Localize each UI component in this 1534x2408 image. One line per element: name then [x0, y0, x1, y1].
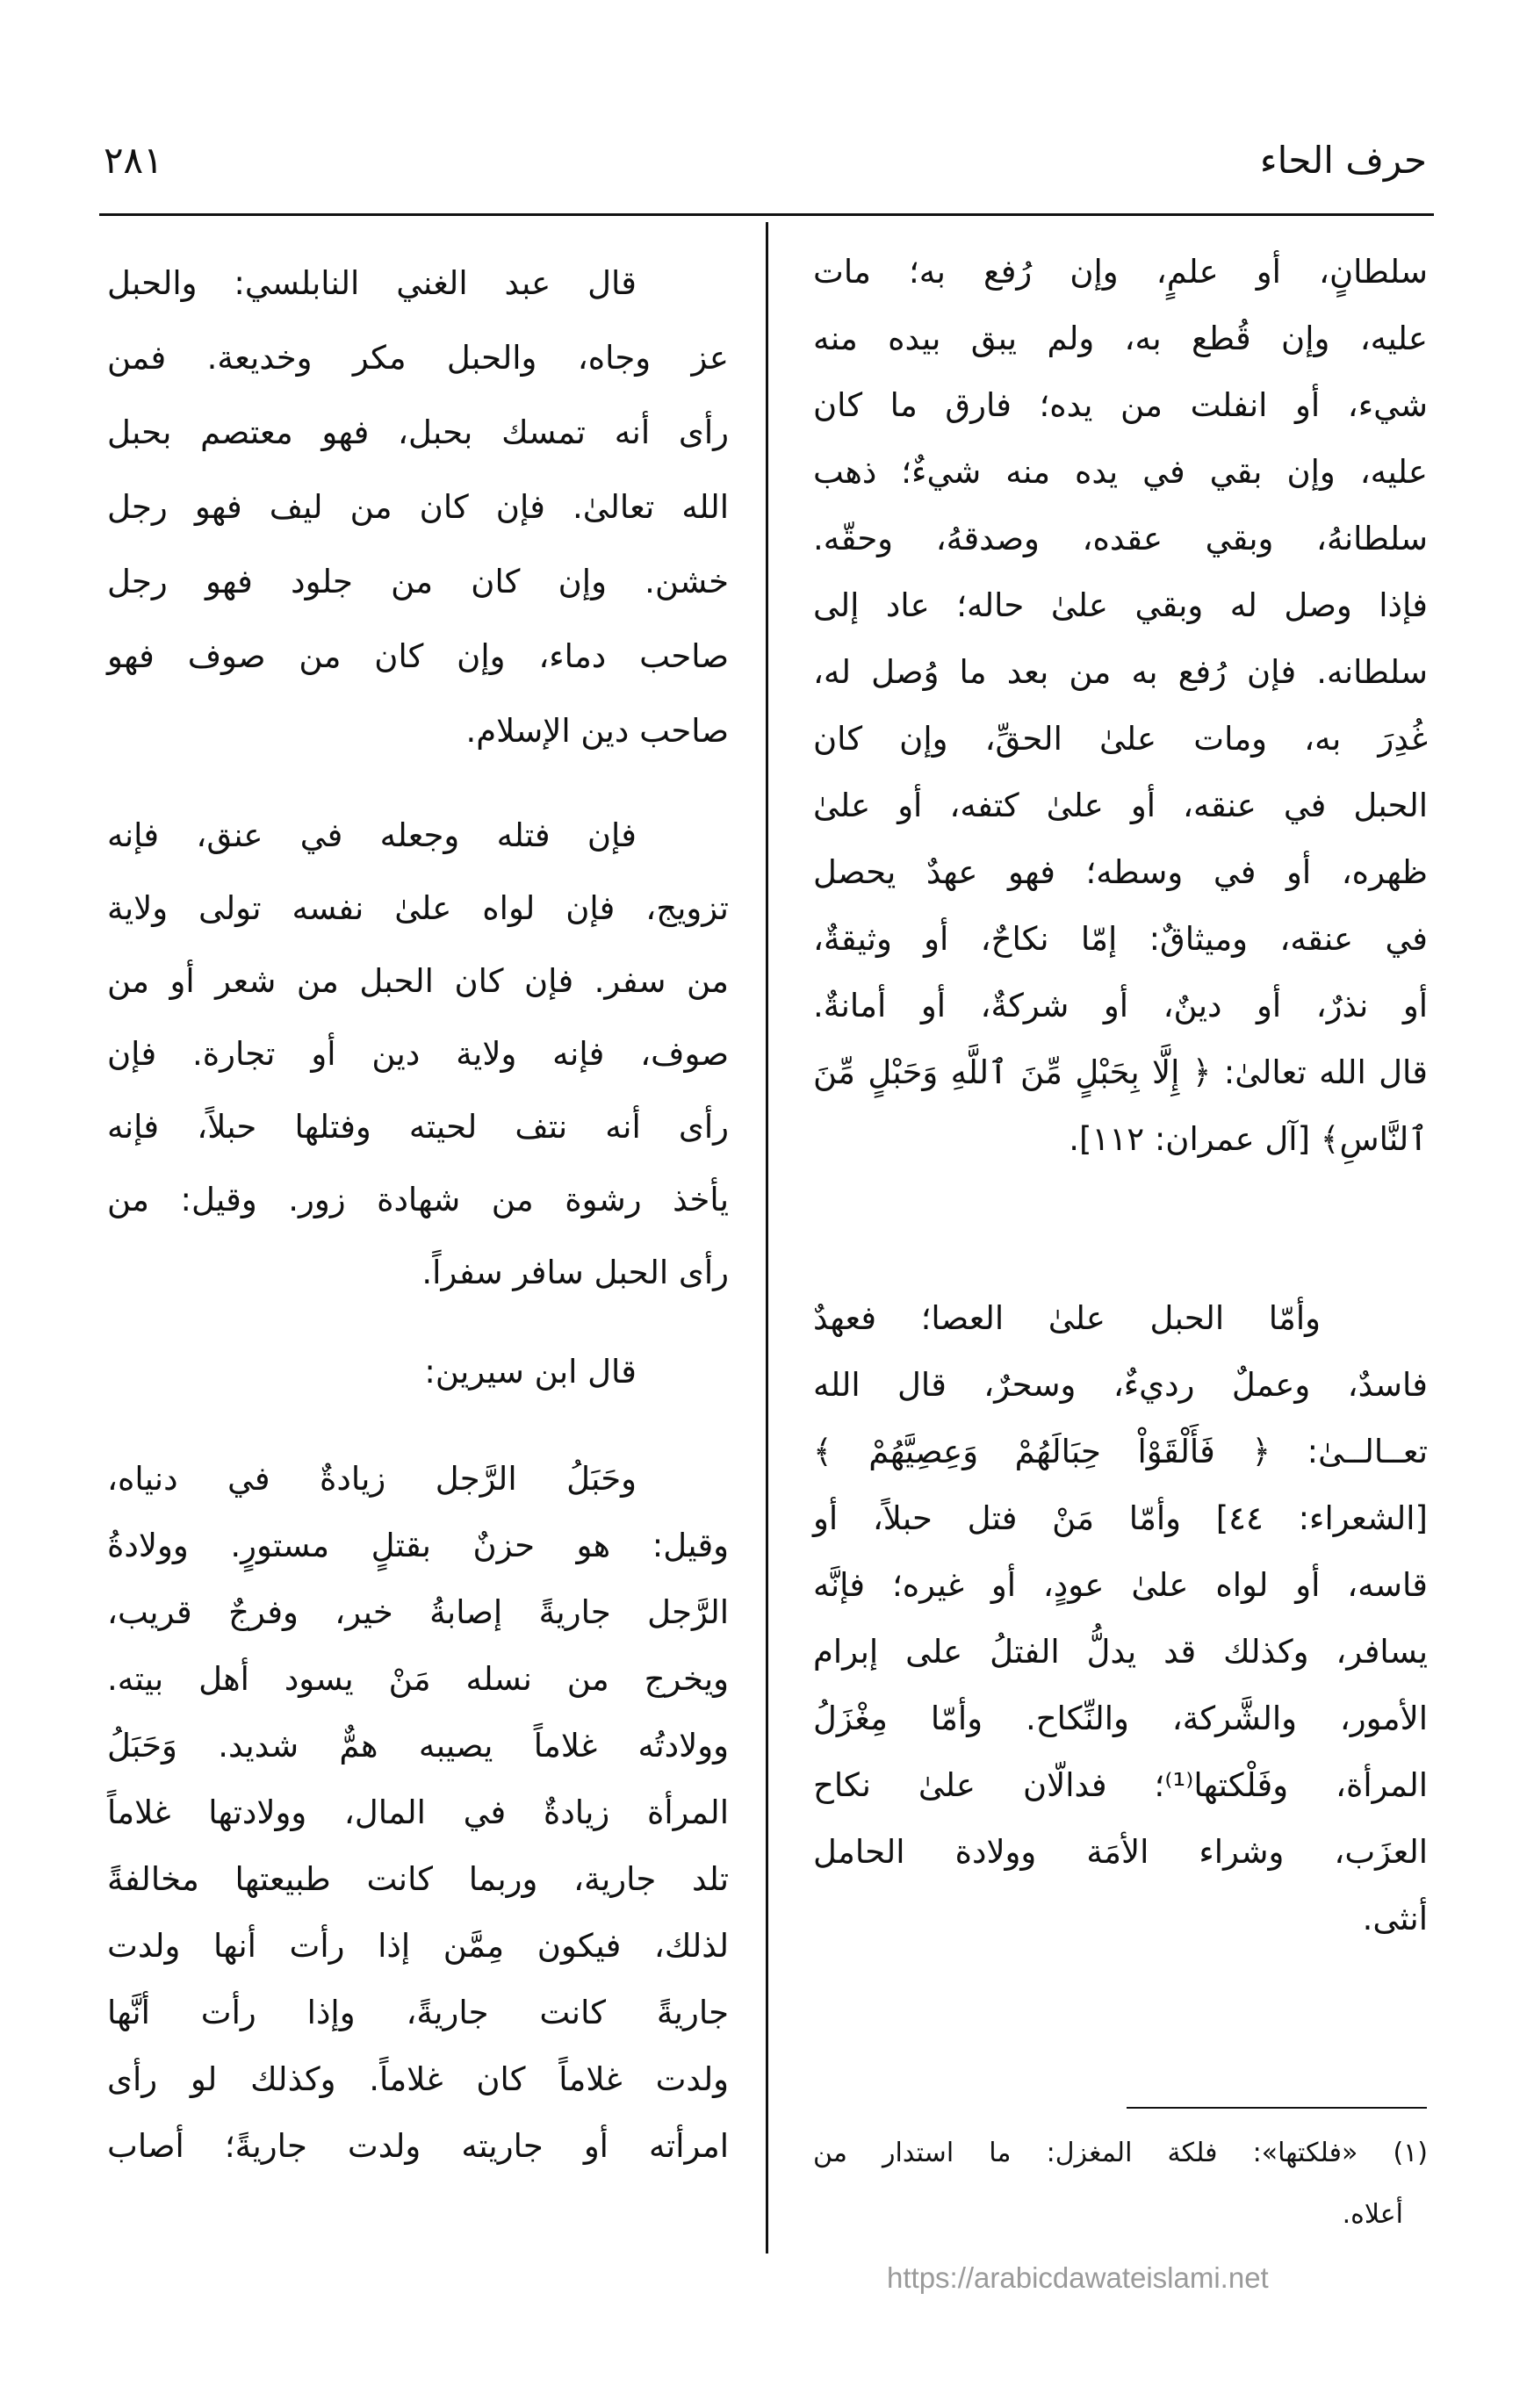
- text-line: قال عبد الغني النابلسي: والحبل: [107, 264, 637, 302]
- footnote-rule: [1127, 2107, 1427, 2109]
- footnote-line: أعلاه.: [1342, 2199, 1403, 2230]
- text-line: في عنقه، وميثاقٌ: إمّا نكاحٌ، أو وثيقةٌ،: [813, 920, 1428, 958]
- text-line: تلد جارية، وربما كانت طبيعتها مخالفةً: [107, 1860, 729, 1898]
- column-divider: [766, 222, 768, 2253]
- text-line: امرأته أو جاريته ولدت جاريةً؛ أصاب: [107, 2127, 729, 2165]
- text-line: سلطانٍ، أو علمٍ، وإن رُفع به؛ مات: [813, 253, 1428, 291]
- text-line: عز وجاه، والحبل مكر وخديعة. فمن: [107, 339, 729, 377]
- text-line: رأى الحبل سافر سفراً.: [421, 1254, 729, 1291]
- text-line: ظهره، أو في وسطه؛ فهو عهدٌ يحصل: [813, 853, 1428, 891]
- page-number: ٢٨١: [104, 139, 163, 182]
- text-line: ولدت غلاماً كان غلاماً. وكذلك لو رأى: [107, 2060, 729, 2098]
- text-line: عليه، وإن قُطع به، ولم يبق بيده منه: [813, 320, 1428, 357]
- watermark-url: https://arabicdawateislami.net: [887, 2261, 1269, 2294]
- text-line: [الشعراء: ٤٤] وأمّا مَنْ فتل حبلاً، أو: [813, 1499, 1428, 1537]
- quran-verse-line: تعــالــىٰ: ﴿ فَأَلْقَوْاْ حِبَالَهُمْ وَعِصِيَّهُمْ ﴾: [813, 1433, 1428, 1470]
- text-line: صوف، فإنه ولاية دين أو تجارة. فإن: [107, 1035, 729, 1073]
- text-line: فإن فتله وجعله في عنق، فإنه: [107, 816, 637, 854]
- text-line: ويخرج من نسله مَنْ يسود أهل بيته.: [107, 1660, 729, 1698]
- text-line: الأمور، والشَّركة، والنِّكاح. وأمّا مِغْزَلُ: [813, 1700, 1428, 1737]
- text-line: من سفر. فإن كان الحبل من شعر أو من: [107, 962, 729, 1000]
- quran-verse-line: قال الله تعالىٰ: ﴿ إِلَّا بِحَبْلٍ مِّنَ ٱللَّهِ وَحَبْلٍ مِّنَ: [813, 1053, 1428, 1091]
- text-line: خشن. وإن كان من جلود فهو رجل: [107, 563, 729, 600]
- text-line: الحبل في عنقه، أو علىٰ كتفه، أو علىٰ: [813, 787, 1428, 824]
- text-line: المرأة، وفَلْكتها⁽¹⁾؛ فدالّان علىٰ نكاح: [813, 1766, 1428, 1804]
- text-line: يأخذ رشوة من شهادة زور. وقيل: من: [107, 1181, 729, 1218]
- text-line: أو نذرٌ، أو دينٌ، أو شركةٌ، أو أمانةٌ.: [813, 987, 1428, 1024]
- text-line: غُدِرَ به، ومات علىٰ الحقِّ، وإن كان: [813, 720, 1428, 758]
- text-line: عليه، وإن بقي في يده منه شيءٌ؛ ذهب: [813, 453, 1428, 491]
- text-line: يسافر، وكذلك قد يدلُّ الفتلُ على إبرام: [813, 1633, 1428, 1671]
- running-header-title: حرف الحاء: [1259, 139, 1427, 182]
- text-line: وحَبَلُ الرَّجل زيادةٌ في دنياه،: [107, 1460, 637, 1498]
- text-line: قاسه، أو لواه علىٰ عودٍ، أو غيره؛ فإنَّه: [813, 1566, 1428, 1604]
- text-line: سلطانهُ، وبقي عقده، وصدقهُ، وحقّه.: [813, 520, 1428, 557]
- text-line: صاحب دماء، وإن كان من صوف فهو: [107, 637, 729, 675]
- quran-verse-line: ٱلنَّاسِ﴾ [آل عمران: ١١٢].: [1069, 1120, 1428, 1158]
- text-line: رأى أنه تمسك بحبل، فهو معتصم بحبل: [107, 413, 729, 451]
- footnote-line: (١) «فلكتها»: فلكة المغزل: ما استدار من: [813, 2138, 1428, 2168]
- section-heading: قال ابن سيرين:: [424, 1353, 637, 1391]
- text-line: لذلك، فيكون مِمَّن إذا رأت أنها ولدت: [107, 1927, 729, 1965]
- text-line: جاريةً كانت جاريةً، وإذا رأت أنَّها: [107, 1994, 729, 2031]
- text-line: وأمّا الحبل علىٰ العصا؛ فعهدٌ: [813, 1299, 1321, 1337]
- text-line: شيء، أو انفلت من يده؛ فارق ما كان: [813, 386, 1428, 424]
- text-line: الرَّجل جاريةً إصابةُ خير، وفرجٌ قريب،: [107, 1593, 729, 1631]
- text-line: فإذا وصل له وبقي علىٰ حاله؛ عاد إلى: [813, 586, 1428, 624]
- text-line: وولادتُه غلاماً يصيبه همٌّ شديد. وَحَبَلُ: [107, 1727, 729, 1765]
- text-line: رأى أنه نتف لحيته وفتلها حبلاً، فإنه: [107, 1108, 729, 1146]
- text-line: الله تعالىٰ. فإن كان من ليف فهو رجل: [107, 488, 729, 526]
- text-line: صاحب دين الإسلام.: [465, 712, 729, 750]
- text-line: سلطانه. فإن رُفع به من بعد ما وُصل له،: [813, 653, 1428, 691]
- text-line: تزويج، فإن لواه علىٰ نفسه تولى ولاية: [107, 889, 729, 927]
- text-line: وقيل: هو حزنٌ بقتلٍ مستورٍ. وولادةُ: [107, 1527, 729, 1564]
- text-line: أنثى.: [1362, 1900, 1428, 1937]
- text-line: فاسدٌ، وعملٌ رديءٌ، وسحرٌ، قال الله: [813, 1366, 1428, 1404]
- header-rule: [99, 213, 1434, 216]
- text-line: المرأة زيادةٌ في المال، وولادتها غلاماً: [107, 1793, 729, 1831]
- text-line: العزَب، وشراء الأمَة وولادة الحامل: [813, 1833, 1428, 1871]
